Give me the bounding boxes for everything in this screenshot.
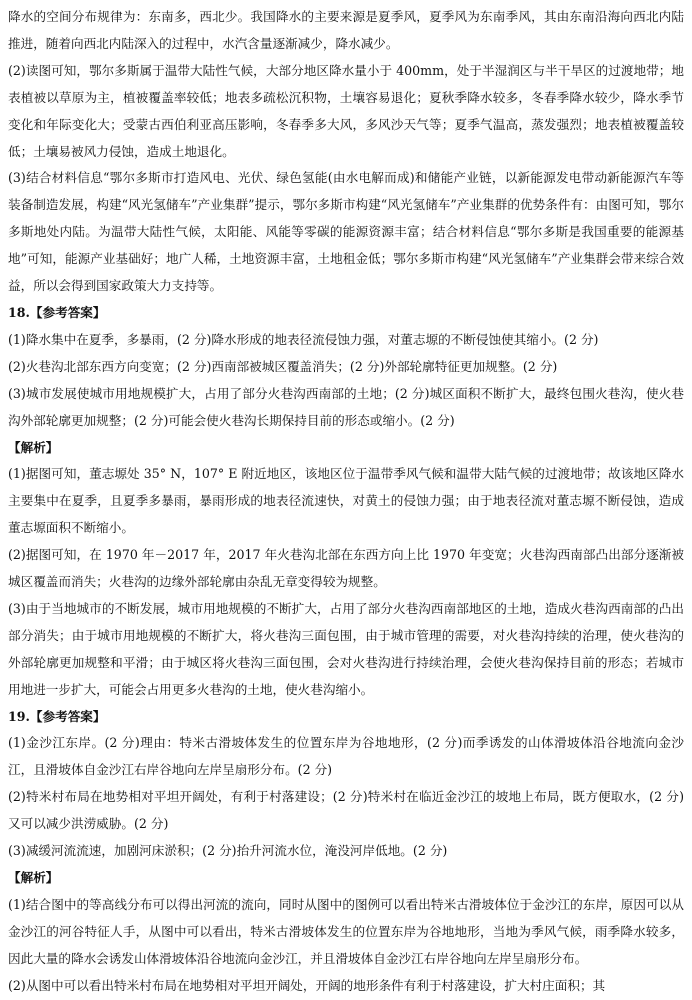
q18-analysis-3: (3)由于当地城市的不断发展，城市用地规模的不断扩大，占用了部分火巷沟西南部地区的土地，造成火巷沟西南部的凸出部分消失；由于城市用地规模的不断扩大，将火巷沟三面包围，由于城市管理的需要，对火巷沟持续的治理，使火巷沟的外部轮廓更加规整和平滑；由于城区将火巷沟三面包围，会对火巷沟进行持续治理，会使火巷沟保持目前的形态；若城市用地进一步扩大，可能会占用更多火巷沟的土地，使火巷沟缩小。 [8, 600, 684, 697]
heading-q19-analysis: 【解析】 [8, 870, 59, 885]
q18-answer-2: (2)火巷沟北部东西方向变宽；(2 分)西南部被城区覆盖消失；(2 分)外部轮廓特征更加规整。(2 分) [8, 358, 558, 374]
q18-analysis-1: (1)据图可知，董志塬处 35° N，107° E 附近地区，该地区位于温带季风气候和温带大陆气候的过渡地带；故该地区降水主要集中在夏季，且夏季多暴雨，暴雨形成的地表径流速快，对黄土的侵蚀力强；由于地表径流对董志塬不断侵蚀，造成董志塬面积不断缩小。 [8, 466, 684, 536]
heading-q18-answer: 18.【参考答案】 [8, 304, 106, 320]
q19-answer-1: (1)金沙江东岸。(2 分)理由：特米古滑坡体发生的位置东岸为谷地地形，(2 分)而季诱发的山体滑坡体沿谷地流向金沙江，且滑坡体自金沙江右岸谷地向左岸呈扇形分布。(2 分) [8, 735, 684, 778]
paragraph-precipitation-pattern: 降水的空间分布规律为：东南多，西北少。我国降水的主要来源是夏季风，夏季风为东南季风，其由东南沿海向西北内陆推进，随着向西北内陆深入的过程中，水汽含量逐渐减少，降水减少。 [8, 9, 684, 51]
paragraph-ordos-industry: (3)结合材料信息“鄂尔多斯市打造风电、光伏、绿色氢能(由水电解而成)和储能产业链，以新能源发电带动新能源汽车等装备制造发展，构建“风光氢储车”产业集群”提示，鄂尔多斯市构建“风光氢储车”产业集群的优势条件有：由图可知，鄂尔多斯地处内陆。为温带大陆性气候，太阳能、风能等零碳的能源资源丰富；结合材料信息“鄂尔多斯是我国重要的能源基地”可知，能源产业基础好；地广人稀，土地资源丰富，土地租金低；鄂尔多斯市构建“风光氢储车”产业集群会带来综合效益，所以会得到国家政策大力支持等。 [8, 170, 684, 294]
q18-answer-1: (1)降水集中在夏季，多暴雨，(2 分)降水形成的地表径流侵蚀力强，对董志塬的不断侵蚀使其缩小。(2 分) [8, 331, 599, 347]
q19-analysis-1: (1)结合图中的等高线分布可以得出河流的流向，同时从图中的图例可以看出特米古滑坡体位于金沙江的东岸，原因可以从金沙江的河谷特征人手，从图中可以看出，特米古滑坡体发生的位置东岸为谷地地形，当地为季风气候，雨季降水较多，因此大量的降水会诱发山体滑坡体沿谷地流向金沙江，并且滑坡体自金沙江右岸谷地向左岸呈扇形分布。 [8, 896, 684, 966]
paragraph-ordos-climate: (2)读图可知，鄂尔多斯属于温带大陆性气候，大部分地区降水量小于 400mm，处于半湿润区与半干旱区的过渡地带；地表植被以草原为主，植被覆盖率较低；地表多疏松沉积物，土壤容易退化；夏秋季降水较多，冬春季降水较少，降水季节变化和年际变化大；受蒙古西伯利亚高压影响，冬春季多大风，多风沙天气等；夏季气温高，蒸发强烈；地表植被覆盖较低；土壤易被风力侵蚀，造成土地退化。 [8, 62, 684, 159]
heading-q19-answer: 19.【参考答案】 [8, 708, 106, 724]
q18-analysis-2: (2)据图可知，在 1970 年－2017 年，2017 年火巷沟北部在东西方向上比 1970 年变宽；火巷沟西南部凸出部分逐渐被城区覆盖而消失；火巷沟的边缘外部轮廓由杂乱无章变得较为规整。 [8, 547, 684, 590]
q19-answer-3: (3)减缓河流流速，加剧河床淤积；(2 分)抬升河流水位，淹没河岸低地。(2 分) [8, 843, 448, 859]
q19-answer-2: (2)特米村布局在地势相对平坦开阔处，有利于村落建设；(2 分)特米村在临近金沙江的坡地上布局，既方便取水，(2 分)又可以减少洪涝威胁。(2 分) [8, 789, 684, 832]
q18-answer-3: (3)城市发展使城市用地规模扩大，占用了部分火巷沟西南部的土地；(2 分)城区面积不断扩大，最终包围火巷沟，使火巷沟外部轮廓更加规整；(2 分)可能会使火巷沟长期保持目前的形态或缩小。(2 分) [8, 385, 684, 428]
heading-q18-analysis: 【解析】 [8, 439, 59, 455]
q19-analysis-2: (2)从图中可以看出特米村布局在地势相对平坦开阔处，开阔的地形条件有利于村落建设，扩大村庄面积；其 [8, 977, 606, 993]
